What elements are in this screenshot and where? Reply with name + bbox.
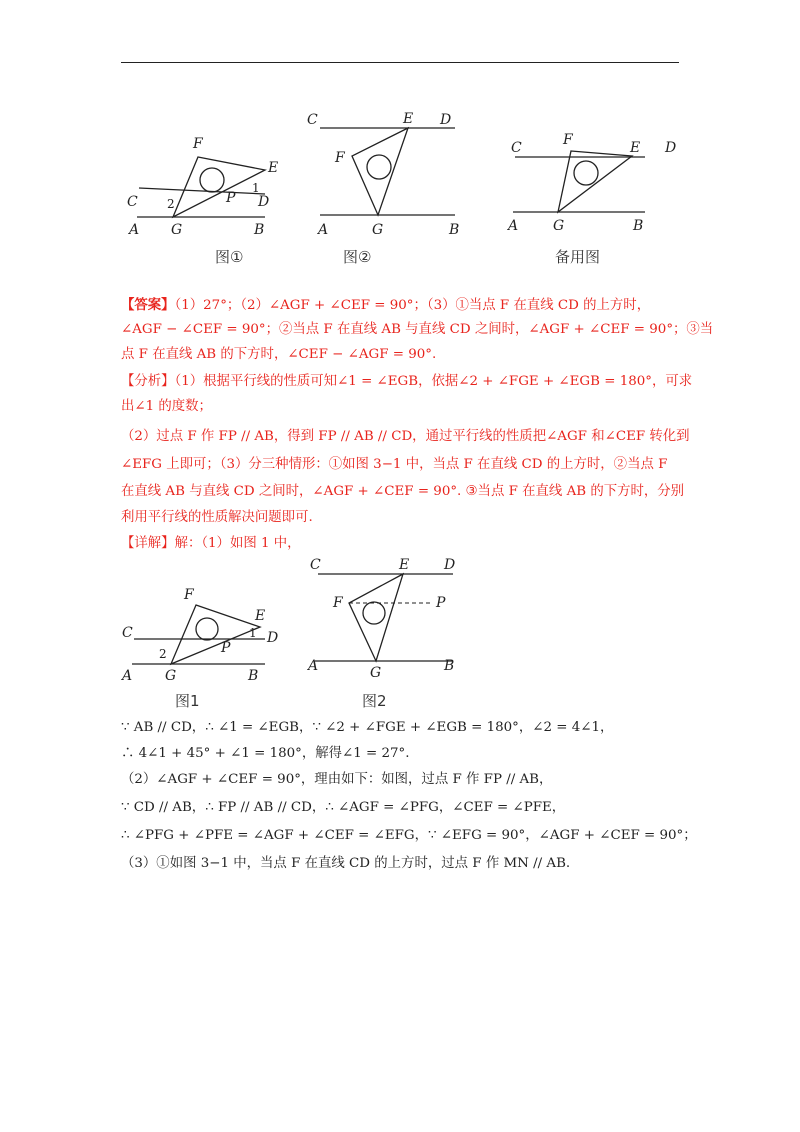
detail-tag: 【详解】 bbox=[121, 536, 175, 551]
answer-tag: 【答案】 bbox=[121, 297, 175, 313]
label-c: C bbox=[511, 140, 522, 156]
label-c: C bbox=[122, 625, 133, 641]
figure-4 bbox=[120, 585, 280, 685]
caption-fig5: 图2 bbox=[362, 692, 387, 710]
detail-line-5: ∴ ∠PFG + ∠PFE = ∠AGF + ∠CEF = ∠EFG，∵ ∠EFG = 90°，∠AGF + ∠CEF = 90°； bbox=[121, 828, 697, 843]
label-e: E bbox=[268, 160, 279, 176]
label-b: B bbox=[444, 658, 455, 674]
label-a: A bbox=[308, 658, 319, 674]
detail-line-4: ∵ CD // AB，∴ FP // AB // CD，∴ ∠AGF = ∠PFG，∠CEF = ∠PFE， bbox=[121, 800, 566, 815]
figure-2 bbox=[305, 108, 465, 238]
caption-fig3: 备用图 bbox=[555, 248, 601, 266]
label-b: B bbox=[633, 218, 644, 234]
label-e: E bbox=[403, 111, 414, 127]
circle bbox=[363, 602, 385, 624]
label-g: G bbox=[372, 222, 384, 238]
label-a: A bbox=[122, 668, 133, 684]
analysis-line-3: （2）过点 F 作 FP // AB，得到 FP // AB // CD，通过平行线的性质把∠AGF 和∠CEF 转化到 bbox=[121, 429, 690, 444]
detail-intro: 解：（1）如图 1 中， bbox=[174, 536, 301, 551]
answer-text-1: （1）27°；（2）∠AGF + ∠CEF = 90°；（3）①当点 F 在直线 CD 的上方时， bbox=[174, 298, 651, 313]
caption-fig2: 图② bbox=[343, 248, 372, 266]
label-f: F bbox=[184, 587, 194, 603]
analysis-line-1 bbox=[121, 372, 692, 392]
detail-line-1: ∵ AB // CD，∴ ∠1 = ∠EGB，∵ ∠2 + ∠FGE + ∠EGB = 180°，∠2 = 4∠1， bbox=[121, 720, 614, 735]
label-e: E bbox=[630, 140, 641, 156]
analysis-text-1: （1）根据平行线的性质可知∠1 = ∠EGB，依据∠2 + ∠FGE + ∠EGB = 180°，可求 bbox=[174, 374, 693, 389]
label-b: B bbox=[248, 668, 259, 684]
label-c: C bbox=[127, 194, 138, 210]
label-d: D bbox=[440, 112, 452, 128]
answer-line-3: 点 F 在直线 AB 的下方时，∠CEF − ∠AGF = 90°. bbox=[121, 347, 437, 362]
circle bbox=[574, 161, 598, 185]
label-p: P bbox=[221, 640, 231, 656]
figure-1 bbox=[125, 130, 285, 240]
answer-line-1 bbox=[121, 295, 650, 316]
label-b: B bbox=[449, 222, 460, 238]
detail-line-intro bbox=[121, 534, 301, 554]
label-angle-2: 2 bbox=[159, 647, 167, 661]
triangle bbox=[349, 574, 403, 661]
line-cd bbox=[139, 188, 265, 194]
label-f: F bbox=[333, 595, 343, 611]
label-c: C bbox=[307, 112, 318, 128]
label-f: F bbox=[193, 136, 203, 152]
label-a: A bbox=[508, 218, 519, 234]
label-g: G bbox=[553, 218, 565, 234]
answer-line-2: ∠AGF − ∠CEF = 90°；②当点 F 在直线 AB 与直线 CD 之间时，∠AGF + ∠CEF = 90°；③当 bbox=[121, 322, 714, 337]
circle bbox=[367, 155, 391, 179]
triangle bbox=[352, 128, 408, 215]
circle bbox=[200, 168, 224, 192]
caption-fig4: 图1 bbox=[175, 692, 200, 710]
figure-3 bbox=[505, 130, 685, 240]
label-d: D bbox=[444, 557, 456, 573]
detail-line-2: ∴ 4∠1 + 45° + ∠1 = 180°，解得∠1 = 27°. bbox=[121, 746, 410, 761]
label-e: E bbox=[399, 557, 410, 573]
label-p: P bbox=[436, 595, 446, 611]
analysis-line-6: 利用平行线的性质解决问题即可. bbox=[121, 510, 313, 525]
label-b: B bbox=[254, 222, 265, 238]
label-f: F bbox=[335, 150, 345, 166]
detail-line-6: （3）①如图 3−1 中，当点 F 在直线 CD 的上方时，过点 F 作 MN // AB. bbox=[121, 856, 571, 871]
label-f: F bbox=[563, 132, 573, 148]
circle bbox=[196, 618, 218, 640]
triangle bbox=[171, 605, 260, 664]
label-d: D bbox=[258, 194, 270, 210]
analysis-tag: 【分析】 bbox=[121, 374, 175, 389]
analysis-line-4: ∠EFG 上即可；（3）分三种情形：①如图 3−1 中，当点 F 在直线 CD 的上方时，②当点 F bbox=[121, 457, 668, 472]
label-d: D bbox=[267, 630, 279, 646]
label-a: A bbox=[129, 222, 140, 238]
label-a: A bbox=[318, 222, 329, 238]
label-e: E bbox=[255, 608, 266, 624]
caption-fig1: 图① bbox=[215, 248, 244, 266]
label-g: G bbox=[171, 222, 183, 238]
analysis-line-2: 出∠1 的度数； bbox=[121, 399, 212, 414]
figure-5 bbox=[305, 555, 465, 685]
label-angle-2: 2 bbox=[167, 197, 175, 211]
label-d: D bbox=[665, 140, 677, 156]
analysis-line-5: 在直线 AB 与直线 CD 之间时，∠AGF + ∠CEF = 90°. ③当点 F 在直线 AB 的下方时，分别 bbox=[121, 484, 685, 499]
label-g: G bbox=[370, 665, 382, 681]
label-angle-1: 1 bbox=[249, 626, 257, 640]
top-rule bbox=[121, 62, 679, 63]
label-g: G bbox=[165, 668, 177, 684]
label-angle-1: 1 bbox=[252, 181, 260, 195]
label-p: P bbox=[226, 190, 236, 206]
detail-line-3: （2）∠AGF + ∠CEF = 90°，理由如下：如图，过点 F 作 FP // AB， bbox=[121, 772, 553, 787]
label-c: C bbox=[310, 557, 321, 573]
